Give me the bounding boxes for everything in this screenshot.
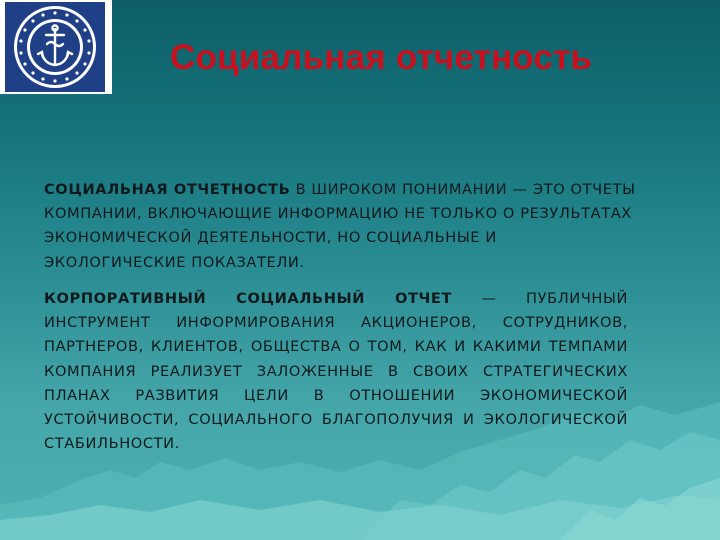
term-corporate-report: КОРПОРАТИВНЫЙ СОЦИАЛЬНЫЙ ОТЧЕТ — [44, 290, 453, 307]
paragraph-social-reporting-text: В ШИРОКОМ ПОНИМАНИИ — ЭТО ОТЧЕТЫ КОМПАНИИ, ВКЛЮЧАЮЩИЕ ИНФОРМАЦИЮ НЕ ТОЛЬКО О РЕЗУЛЬТАТАХ ЭКОНОМИЧЕСКОЙ ДЕЯТЕЛЬНОСТИ, НО СОЦИАЛЬНЫЕ И ЭКОЛОГИЧЕСКИЕ ПОКАЗАТЕЛИ. — [44, 181, 636, 271]
university-seal-icon — [5, 2, 105, 92]
paragraph-corporate-report-text: — ПУБЛИЧНЫЙ ИНСТРУМЕНТ ИНФОРМИРОВАНИЯ АКЦИОНЕРОВ, СОТРУДНИКОВ, ПАРТНЕРОВ, КЛИЕНТОВ, ОБЩЕСТВА О ТОМ, КАК И КАКИМИ ТЕМПАМИ КОМПАНИЯ РЕАЛИЗУЕТ ЗАЛОЖЕННЫЕ В СВОИХ СТРАТЕГИЧЕСКИХ ПЛАНАХ РАЗВИТИЯ ЦЕЛИ В ОТНОШЕНИИ ЭКОНОМИЧЕСКОЙ УСТОЙЧИВОСТИ, СОЦИАЛЬНОГО БЛАГОПОЛУЧИЯ И ЭКОЛОГИЧЕСКОЙ СТАБИЛЬНОСТИ. — [44, 290, 628, 453]
paragraph-corporate-report — [44, 287, 628, 456]
slide-title: Социальная отчетность — [170, 38, 593, 77]
logo-container — [0, 0, 112, 94]
paragraph-social-reporting — [44, 178, 644, 275]
term-social-reporting: СОЦИАЛЬНАЯ ОТЧЕТНОСТЬ — [44, 181, 291, 198]
